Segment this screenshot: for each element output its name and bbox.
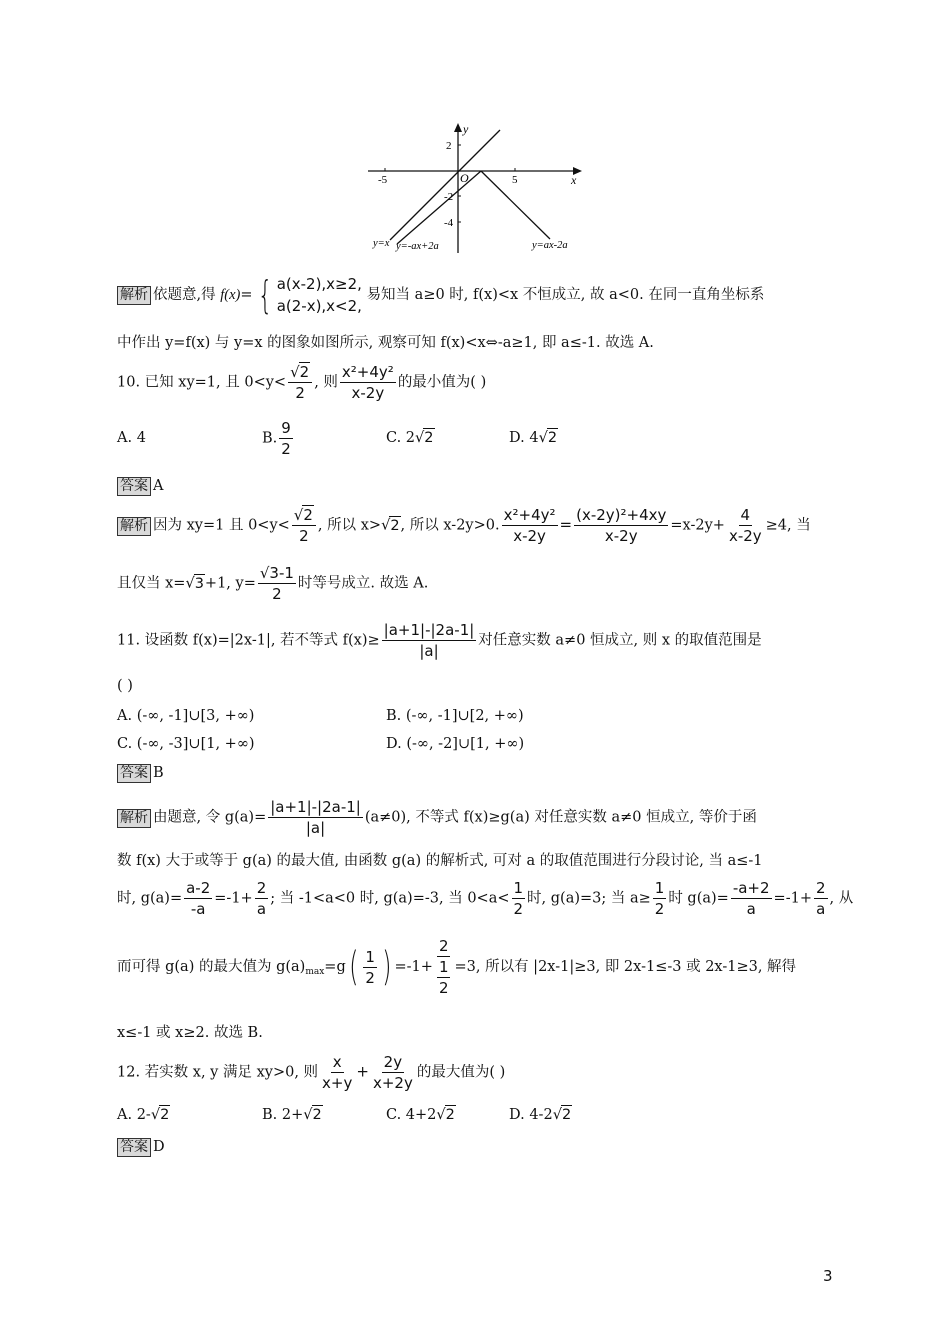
q10-answer: [117, 476, 163, 496]
numerator: x: [332, 1053, 342, 1071]
denominator: x+y: [322, 1074, 353, 1092]
q12-stem: [117, 1052, 505, 1093]
y-tick-m4: -4: [444, 217, 454, 229]
plus: +: [356, 1062, 369, 1081]
q11-stem: [117, 620, 762, 661]
text: , 则: [314, 374, 338, 391]
text: (a≠0), 不等式 f(x)≥g(a) 对任意实数 a≠0 恒成立, 等价于函: [364, 809, 757, 826]
denominator: 2: [654, 900, 665, 918]
text: 时等号成立. 故选 A.: [297, 575, 429, 592]
denominator: 2: [295, 384, 305, 402]
radicand: 2: [390, 517, 400, 534]
q10-option-b: [262, 418, 295, 459]
fraction: [502, 505, 558, 546]
q11-answer: [117, 763, 164, 783]
q11-solution-line3: [117, 878, 853, 919]
x-tick-m5: -5: [378, 174, 388, 186]
label: B. 2+: [262, 1107, 304, 1123]
text: 因为 xy=1 且 0<y<: [153, 517, 290, 534]
q10-stem: [117, 362, 486, 403]
q11-solution-line2: 数 f(x) 大于或等于 g(a) 的最大值, 由函数 g(a) 的解析式, 可对 a 的取值范围进行分段讨论, 当 a≤-1: [117, 853, 763, 869]
numerator: 9: [281, 419, 291, 437]
text: =-1+: [214, 890, 253, 907]
numerator: 2: [815, 879, 826, 897]
q12-option-b: B. 2+√2: [262, 1107, 322, 1123]
denominator: x-2y: [513, 527, 546, 545]
q12-option-d: D. 4-2√2: [509, 1107, 572, 1123]
denominator: 2: [365, 968, 375, 987]
fraction: [184, 878, 212, 919]
numerator: 2y: [383, 1053, 403, 1071]
text: 的最大值为( ): [416, 1064, 506, 1081]
fraction: [382, 620, 477, 661]
numerator: (x-2y)²+4xy: [576, 506, 667, 524]
fraction: [258, 563, 296, 604]
text: 易知当 a≥0 时, f(x)<x 不恒成立, 故 a<0. 在同一直角坐标系: [366, 287, 765, 303]
text: =x-2y+: [670, 517, 725, 534]
numerator: 1: [513, 879, 524, 897]
label-right-branch: y=ax-2a: [532, 240, 568, 251]
fraction: [255, 878, 269, 919]
denominator: 2: [272, 585, 282, 603]
answer-tag: 答案: [117, 1138, 151, 1157]
numerator: 1: [654, 879, 665, 897]
text: 10. 已知 xy=1, 且 0<y<: [117, 374, 287, 391]
text: =3, 所以有 |2x-1|≥3, 即 2x-1≤-3 或 2x-1≥3, 解得: [454, 959, 797, 975]
text: 而可得 g(a) 的最大值为 g(a): [117, 959, 306, 975]
solution-tag: 解析: [117, 517, 151, 536]
numerator: 4: [740, 506, 751, 524]
denominator: |a|: [419, 642, 439, 660]
text: 的最小值为( ): [397, 374, 487, 391]
y-axis-arrow: [454, 123, 462, 132]
q11-paren: ( ): [117, 678, 133, 694]
inner-denominator: 2: [438, 979, 449, 997]
q10-option-a: A. 4: [117, 430, 146, 446]
q11-option-b: B. (-∞, -1]∪[2, +∞): [386, 708, 524, 724]
label-left-branch: y=-ax+2a: [396, 241, 439, 252]
text: =: [240, 287, 253, 303]
text: 依题意,得: [153, 287, 216, 303]
q11-option-d: D. (-∞, -2]∪[1, +∞): [386, 736, 525, 752]
text: 由题意, 令 g(a)=: [153, 809, 267, 826]
text: 时, g(a)=3; 当 a≥: [527, 890, 651, 907]
denominator: 2: [513, 900, 524, 918]
denominator: x-2y: [728, 527, 762, 545]
text: ; 当 -1<a<0 时, g(a)=-3, 当 0<a<: [270, 890, 510, 907]
denominator: x+2y: [372, 1074, 413, 1092]
fraction: [574, 505, 668, 546]
denominator: 2: [281, 440, 291, 458]
page-number: 3: [823, 1267, 833, 1285]
numerator: |a+1|-|2a-1|: [270, 798, 361, 816]
text: +1, y=: [204, 575, 256, 592]
q12-answer: [117, 1137, 165, 1157]
q11-solution-line5: x≤-1 或 x≥2. 故选 B.: [117, 1025, 263, 1041]
denominator: a: [256, 900, 267, 918]
denominator: a: [816, 900, 826, 918]
label: C. 4+2: [386, 1107, 437, 1123]
radicand: 2: [445, 1107, 455, 1123]
text: 时 g(a)=: [668, 890, 729, 907]
q11-solution-line1: [117, 797, 757, 838]
text: 12. 若实数 x, y 满足 xy>0, 则: [117, 1064, 319, 1081]
q9-solution-tag: 解析: [117, 286, 151, 305]
fraction: [363, 947, 377, 988]
piecewise-cases: [277, 273, 362, 317]
q11-option-a: A. (-∞, -1]∪[3, +∞): [117, 708, 255, 724]
answer-tag: 答案: [117, 477, 151, 496]
numerator: 2: [256, 879, 267, 897]
text: 时, g(a)=: [117, 890, 183, 907]
fraction: [512, 878, 526, 919]
answer-value: D: [153, 1139, 165, 1155]
q11-option-c: C. (-∞, -3]∪[1, +∞): [117, 736, 255, 752]
label: D. 4-2: [509, 1107, 553, 1123]
fraction: $\frac{√2}{2}$: [292, 505, 316, 546]
subscript-max: max: [305, 967, 325, 977]
q9-solution-line2: 中作出 y=f(x) 与 y=x 的图象如图所示, 观察可知 f(x)<x⇔-a≥1, 即 a≤-1. 故选 A.: [117, 335, 654, 351]
numerator: x²+4y²: [341, 363, 394, 381]
denominator: |a|: [305, 819, 326, 837]
label: A. 2-: [117, 1107, 151, 1123]
x-axis-label: x: [571, 173, 577, 187]
denominator: a: [746, 900, 756, 918]
equals: =: [559, 515, 573, 534]
numerator: -a+2: [732, 879, 770, 897]
q12-option-a: A. 2-√2: [117, 1107, 170, 1123]
numerator: √3-1: [259, 564, 294, 582]
fraction: [320, 1052, 354, 1093]
q10-option-d: D. 4√2: [509, 430, 558, 446]
text: f(x): [220, 287, 241, 303]
fraction: [731, 878, 772, 919]
radicand: 2: [299, 363, 310, 381]
text: =g: [324, 959, 346, 975]
numerator: x²+4y²: [503, 506, 556, 524]
label: D. 4: [509, 430, 539, 446]
radicand: 3: [194, 575, 204, 592]
q12-option-c: C. 4+2√2: [386, 1107, 455, 1123]
radicand: 2: [303, 506, 313, 524]
y-tick-m2: -2: [444, 191, 454, 203]
radicand: 2: [424, 430, 434, 446]
y-tick-2: 2: [446, 140, 452, 152]
y-axis-label: y: [463, 122, 469, 136]
q10-option-c: C. 2√2: [386, 430, 434, 446]
numerator: |a+1|-|2a-1|: [383, 621, 475, 639]
q11-solution-line4: 而可得 g(a) 的最大值为 $g(a)_{max}=g$( $\frac{1}{2}$ ) =-1+ $\frac{2}{\frac{1}{2}}$ =3, 所以有 |2x-1|≥3, 即 2x-1≤-3 或 2x-1≥3, 解得: [117, 937, 797, 997]
compound-fraction: [435, 936, 453, 998]
fraction: [814, 878, 828, 919]
inner-numerator: 1: [438, 958, 449, 976]
origin-label: O: [460, 171, 469, 185]
answer-value: B: [153, 765, 164, 781]
fraction: [727, 505, 764, 546]
text: , 从: [829, 890, 854, 907]
x-tick-5: 5: [512, 174, 518, 186]
q10-solution-line1: 解析 因为 xy=1 且 0<y< $\frac{√2}{2}$ , 所以 x>√2, 所以 x-2y>0. $\frac{\text{x²+4y²}}{x-2y}$ = $\frac{\text{(x-2y)²+4xy}}{x-2y}$ =x-2y+ $\frac{4}{x-2y}$ ≥4, 当: [117, 505, 811, 546]
q10-solution-line2: 且仅当 x=√3+1, y= $\frac{√3-1}{2}$ 时等号成立. 故选 A.: [117, 564, 429, 603]
case-2: a(2-x),x<2,: [276, 297, 362, 315]
denominator: 2: [299, 527, 309, 545]
denominator: x-2y: [604, 527, 638, 545]
fraction: [340, 362, 396, 403]
fraction: [268, 797, 363, 838]
function-graph: [360, 118, 600, 258]
text: , 所以 x>: [317, 517, 382, 534]
left-brace: {: [257, 273, 272, 317]
denominator: -a: [190, 900, 206, 918]
case-1: a(x-2),x≥2,: [276, 275, 362, 293]
denominator: x-2y: [351, 384, 385, 402]
text: ≥4, 当: [765, 517, 811, 534]
label: C. 2: [386, 430, 416, 446]
text: =-1+: [773, 890, 812, 907]
numerator: a-2: [186, 879, 211, 897]
fraction: [653, 878, 667, 919]
fraction: $\frac{√2}{2}$: [288, 362, 312, 403]
radicand: 2: [561, 1107, 572, 1123]
solution-tag: 解析: [117, 809, 151, 828]
radicand: 2: [312, 1107, 322, 1123]
radicand: 2: [160, 1107, 170, 1123]
label-y-equals-x: y=x: [373, 238, 390, 249]
numerator: 1: [365, 947, 375, 966]
label: B.: [262, 430, 278, 447]
q9-solution-line1: [117, 273, 764, 317]
fraction: [279, 418, 293, 459]
text: =-1+: [394, 959, 433, 975]
fraction: [371, 1052, 415, 1093]
text: 11. 设函数 f(x)=|2x-1|, 若不等式 f(x)≥: [117, 632, 380, 649]
answer-tag: 答案: [117, 764, 151, 783]
numerator: 2: [438, 937, 449, 955]
text: , 所以 x-2y>0.: [400, 517, 500, 534]
text: 对任意实数 a≠0 恒成立, 则 x 的取值范围是: [478, 632, 762, 649]
radicand: 2: [547, 430, 558, 446]
text: 且仅当 x=: [117, 575, 186, 592]
answer-value: A: [153, 478, 164, 494]
